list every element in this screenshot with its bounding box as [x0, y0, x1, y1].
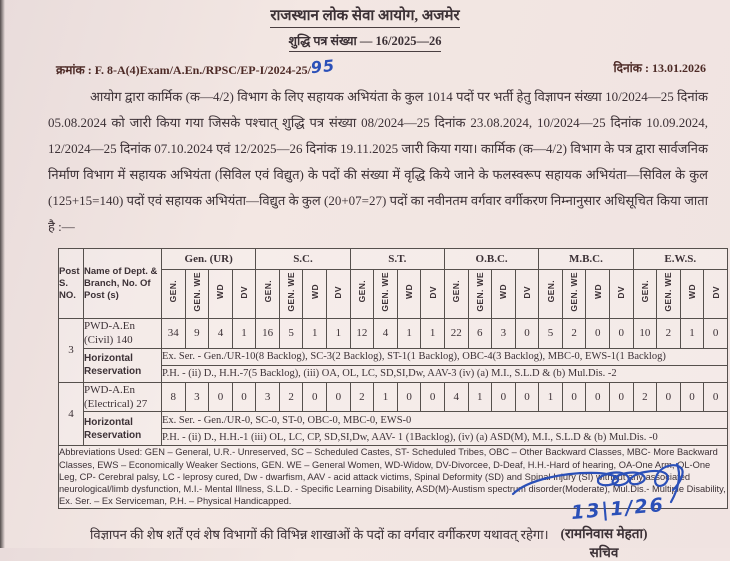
horizontal-reservation-row: [59, 348, 728, 365]
cell-value: 2: [633, 382, 657, 412]
hr-ph-line: P.H. - (ii) D., H.H.-1 (iii) OL, LC, CP, SD,SI,Dw, AAV- 1 (1Backlog), (iv) (a) ASD(M), M.I., S.L.D & (b) Mul.Dis. -0: [162, 429, 728, 446]
group-header-obc: O.B.C.: [444, 249, 538, 270]
group-header-gen-ur: Gen. (UR): [162, 249, 256, 270]
cell-value: 5: [279, 319, 303, 349]
post-sno: 4: [59, 382, 84, 446]
subheader-gen: GEN.: [444, 270, 468, 319]
cell-value: 4: [444, 382, 468, 412]
subheader-wd: WD: [209, 270, 233, 319]
subheader-gen: GEN.: [350, 270, 374, 319]
cell-value: 0: [492, 382, 516, 412]
cell-value: 0: [680, 382, 704, 412]
cell-value: 0: [704, 382, 728, 412]
post-sno: 3: [59, 319, 84, 383]
table-group-header-row: [59, 249, 728, 270]
cell-value: 16: [256, 319, 280, 349]
cell-value: 1: [397, 319, 421, 349]
body-paragraph: आयोग द्वारा कार्मिक (क—4/2) विभाग के लिए सहायक अभियंता के कुल 1014 पदों पर भर्ती हेतु विज्ञापन संख्या 10/2024—25 दिनांक 05.08.2024 को जारी किया गया जिसके पश्चात् शुद्धि पत्र संख्या 08/2024—25 दिनांक 23.08.2024, 10/2024—25 दिनांक 10.09.2024, 12/2024—25 दिनांक 07.10.2024 एवं 12/2025—26 दिनांक 19.11.2025 जारी किया गया। कार्मिक (क—4/2) विभाग के पत्र द्वारा सार्वजनिक निर्माण विभाग में सहायक अभियंता (सिविल एवं विद्युत) के पदों की संख्या में वृद्धि किये जाने के फलस्वरूप सहायक अभियंता—सिविल के कुल (125+15=140) पदों एवं सहायक अभियंता—विद्युत के कुल (20+07=27) पदों का नवीनतम वर्गवार वर्गीकरण निम्नानुसार अधिसूचित किया जाता है :—: [48, 89, 708, 235]
corrigendum-number-line: [0, 30, 730, 52]
cell-value: 0: [586, 382, 610, 412]
group-header-ews: E.W.S.: [633, 249, 727, 270]
cell-value: 10: [633, 319, 657, 349]
dept-row-civil: [59, 319, 728, 349]
cell-value: 12: [350, 319, 374, 349]
signatory-title: सचिव: [589, 545, 619, 560]
cell-value: 34: [162, 319, 186, 349]
subheader-dv: DV: [327, 270, 351, 319]
subheader-wd: WD: [586, 270, 610, 319]
cell-value: 2: [279, 382, 303, 412]
subheader-dv: DV: [421, 270, 445, 319]
col-header-post-sno: Post S. NO.: [59, 249, 84, 319]
cell-value: 0: [586, 319, 610, 349]
subheader-gen-we: GEN. WE: [657, 270, 681, 319]
subheader-gen: GEN.: [162, 270, 186, 319]
group-header-mbc: M.B.C.: [539, 249, 633, 270]
ref-number-handwritten: 95: [309, 55, 336, 78]
subheader-wd: WD: [397, 270, 421, 319]
document-header: [0, 0, 730, 52]
cell-value: 3: [185, 382, 209, 412]
subheader-gen-we: GEN. WE: [374, 270, 398, 319]
date-value: 13.01.2026: [652, 61, 706, 76]
cell-value: 2: [350, 382, 374, 412]
col-header-dept-name: Name of Dept. & Branch, No. Of Post (s): [84, 249, 162, 319]
signatory-name: (रामनिवास मेहता): [560, 526, 648, 541]
ref-label: क्रमांक :: [56, 63, 95, 78]
cell-value: 9: [185, 319, 209, 349]
subheader-gen-we: GEN. WE: [562, 270, 586, 319]
cell-value: 1: [327, 319, 351, 349]
cell-value: 0: [397, 382, 421, 412]
hr-ex-ser-line: Ex. Ser. - Gen./UR-0, SC-0, ST-0, OBC-0, MBC-0, EWS-0: [162, 412, 728, 429]
cell-value: 1: [374, 382, 398, 412]
subheader-dv: DV: [515, 270, 539, 319]
cell-value: 1: [539, 382, 563, 412]
reference-line: [56, 55, 706, 78]
subheader-gen: GEN.: [633, 270, 657, 319]
group-header-sc: S.C.: [256, 249, 350, 270]
cell-value: 1: [680, 319, 704, 349]
subheader-gen: GEN.: [256, 270, 280, 319]
cell-value: 1: [303, 319, 327, 349]
cell-value: 0: [704, 319, 728, 349]
dept-row-electrical: [59, 382, 728, 412]
corrigendum-number: शुद्धि पत्र संख्या — 16/2025—26: [289, 33, 442, 52]
hr-label: Horizontal Reservation: [84, 348, 162, 382]
issue-date: [614, 59, 706, 76]
hr-label: Horizontal Reservation: [84, 412, 162, 446]
hr-ex-ser-line: Ex. Ser. - Gen./UR-10(8 Backlog), SC-3(2 Backlog), ST-1(1 Backlog), OBC-4(3 Backlog), MBC-0, EWS-1(1 Backlog): [162, 348, 728, 365]
reference-number: [56, 55, 336, 78]
date-label: दिनांक :: [613, 61, 652, 76]
scan-edge-shadow: [0, 0, 5, 548]
cell-value: 6: [468, 319, 492, 349]
subheader-dv: DV: [232, 270, 256, 319]
cell-value: 1: [421, 319, 445, 349]
closing-paragraph: विज्ञापन की शेष शर्तें एवं शेष विभागों की विभिन्न शाखाओं के पदों का वर्गवार वर्गीकरण यथावत् रहेगा।: [90, 526, 549, 542]
subheader-dv: DV: [704, 270, 728, 319]
cell-value: 0: [562, 382, 586, 412]
subheader-wd: WD: [303, 270, 327, 319]
subheader-gen: GEN.: [539, 270, 563, 319]
cell-value: 0: [609, 382, 633, 412]
subheader-gen-we: GEN. WE: [185, 270, 209, 319]
cell-value: 8: [162, 382, 186, 412]
subheader-dv: DV: [609, 270, 633, 319]
cell-value: 3: [256, 382, 280, 412]
cell-value: 22: [444, 319, 468, 349]
cell-value: 0: [327, 382, 351, 412]
cell-value: 0: [609, 319, 633, 349]
signature-block: [504, 460, 704, 561]
cell-value: 0: [209, 382, 233, 412]
dept-name: PWD-A.En (Civil) 140: [84, 319, 162, 349]
cell-value: 5: [539, 319, 563, 349]
subheader-wd: WD: [492, 270, 516, 319]
subheader-wd: WD: [680, 270, 704, 319]
cell-value: 3: [492, 319, 516, 349]
group-header-st: S.T.: [350, 249, 444, 270]
org-title: राजस्थान लोक सेवा आयोग, अजमेर: [270, 6, 459, 28]
ref-value: F. 8-A(4)Exam/A.En./RPSC/EP-I/2024-25/: [94, 63, 311, 78]
cell-value: 2: [657, 319, 681, 349]
cell-value: 4: [209, 319, 233, 349]
cell-value: 0: [232, 382, 256, 412]
cell-value: 0: [657, 382, 681, 412]
horizontal-reservation-row: [59, 412, 728, 429]
hr-ph-line: P.H. - (ii) D., H.H.-7(5 Backlog), (iii) OA, OL, LC, SD,SI,Dw, AAV-3 (iv) (a) M.I., S.L.D & (b) Mul.Dis. -2: [162, 365, 728, 382]
subheader-gen-we: GEN. WE: [468, 270, 492, 319]
cell-value: 4: [374, 319, 398, 349]
cell-value: 0: [515, 319, 539, 349]
abbreviations-note: Abbreviations Used: GEN – General, U.R.- Unreserved, SC – Scheduled Castes, ST- Scheduled Tribes, OBC – Other Backward Classes, MBC- More Backward Classes, EWS – Economically Weaker Sections, GEN. WE – General Women, WD-Widow, DV-Divorcee, D-Deaf, H.H.-Hard of hearing, OA-One Arm, OL-One Leg, CP- Cerebral palsy, LC - leprosy cured, Dw - dwarfism, AAV - acid attack victims, Spinal Deformity (SD) and Spinal Injury (SI) without any associated neurological/limb dysfunction, M.I.- Mental Illness, S.L.D. - Specific Learning Disability, ASD(M)-Austism spectrum disorder(Moderate), Mul.Dis.- Multiple Disability, Ex. Ser. – Ex Serviceman, P.H. – Physical Handicapped.: [59, 447, 726, 507]
signature-date-handwritten: 13|1/26: [570, 493, 666, 525]
cell-value: 0: [515, 382, 539, 412]
cell-value: 1: [468, 382, 492, 412]
cell-value: 1: [232, 319, 256, 349]
cell-value: 0: [421, 382, 445, 412]
subheader-gen-we: GEN. WE: [279, 270, 303, 319]
cell-value: 2: [562, 319, 586, 349]
cell-value: 0: [303, 382, 327, 412]
dept-name: PWD-A.En (Electrical) 27: [84, 382, 162, 412]
